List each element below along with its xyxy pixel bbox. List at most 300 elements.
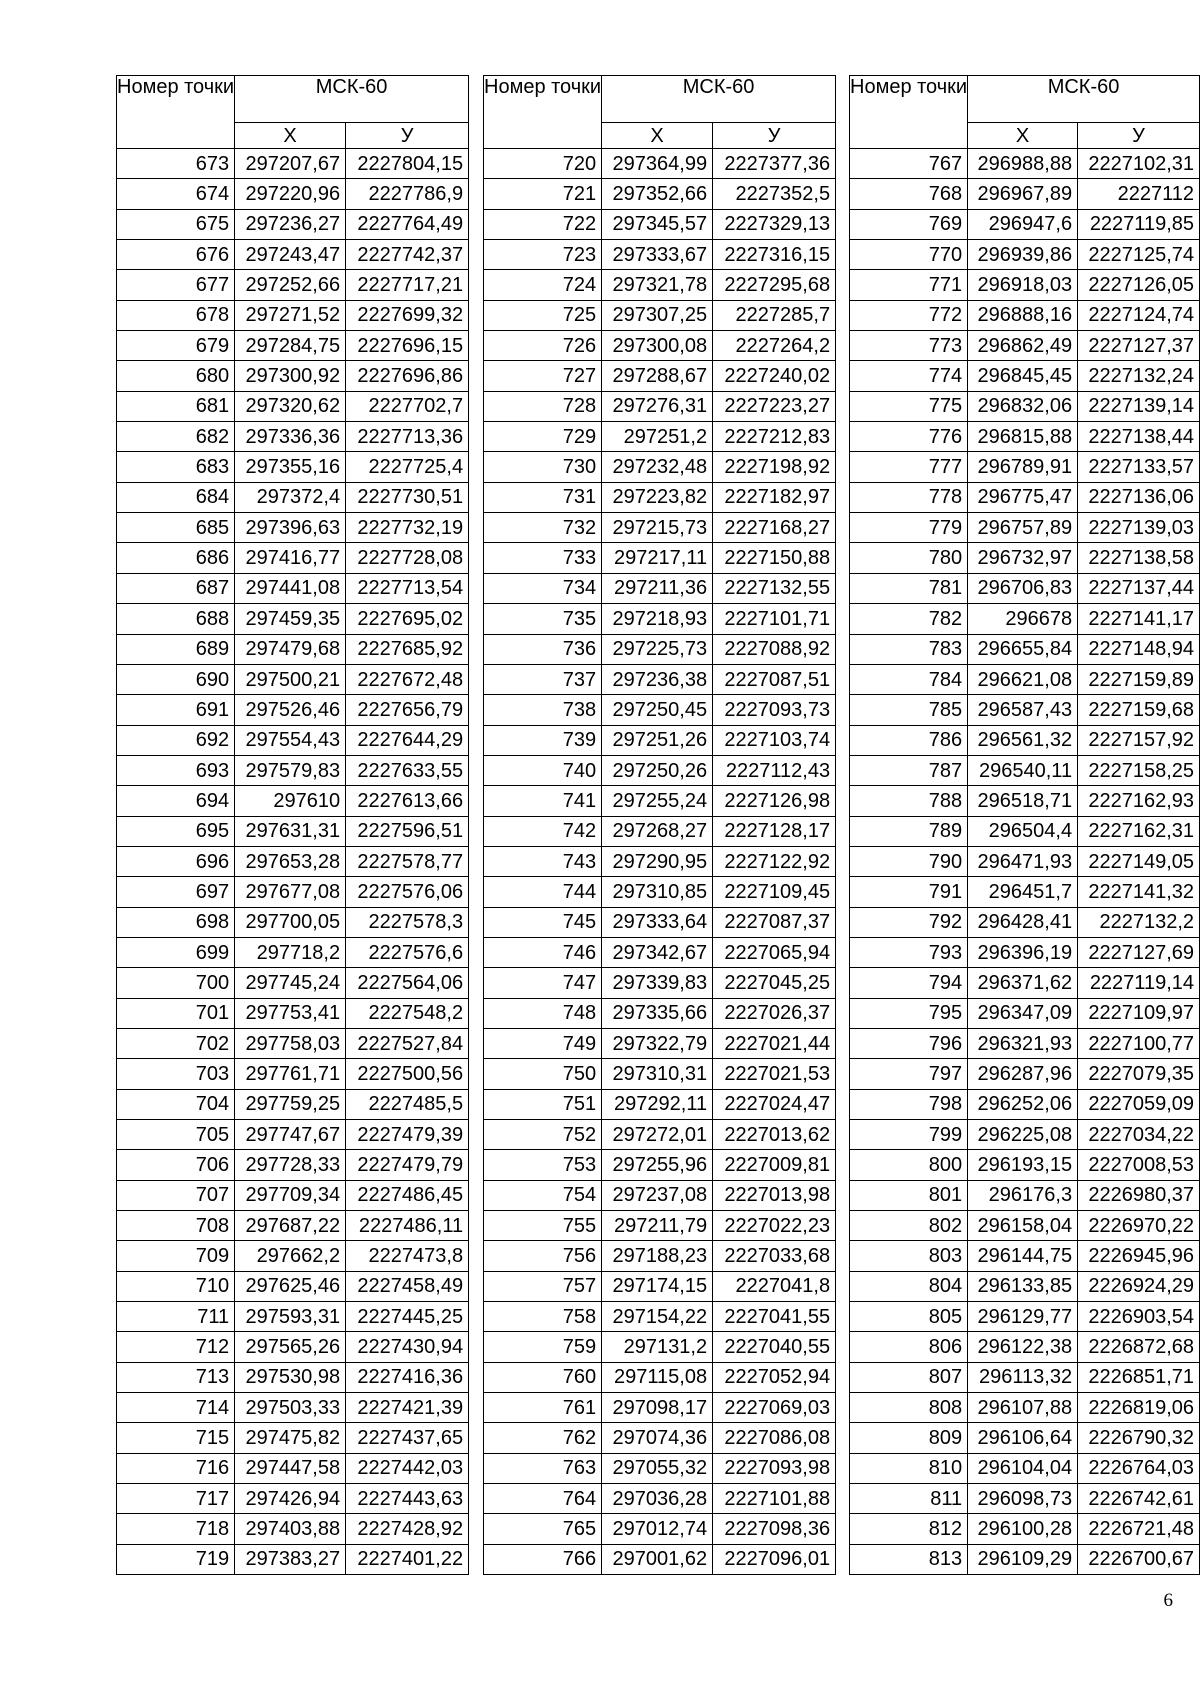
table-row bbox=[484, 998, 836, 1028]
table-row bbox=[484, 1544, 836, 1574]
point-number-cell: 716 bbox=[117, 1453, 235, 1483]
x-coordinate-cell: 297276,31 bbox=[602, 391, 713, 421]
x-coordinate-cell: 297250,45 bbox=[602, 695, 713, 725]
point-number-cell: 728 bbox=[484, 391, 602, 421]
table-row bbox=[850, 543, 1200, 573]
y-coordinate-cell: 2227713,54 bbox=[346, 573, 469, 603]
table-row bbox=[850, 179, 1200, 209]
table-row bbox=[484, 695, 836, 725]
x-coordinate-cell: 297403,88 bbox=[235, 1514, 346, 1544]
x-coordinate-cell: 297709,34 bbox=[235, 1180, 346, 1210]
table-row bbox=[850, 755, 1200, 785]
point-number-cell: 714 bbox=[117, 1393, 235, 1423]
x-coordinate-cell: 297625,46 bbox=[235, 1271, 346, 1301]
table-row bbox=[484, 1028, 836, 1058]
y-coordinate-cell: 2227699,32 bbox=[346, 300, 469, 330]
y-coordinate-cell: 2227485,5 bbox=[346, 1089, 469, 1119]
table-row bbox=[117, 1514, 469, 1544]
point-number-header: Номер точки bbox=[117, 76, 235, 149]
table-row bbox=[117, 968, 469, 998]
x-coordinate-cell: 296504,4 bbox=[968, 816, 1078, 846]
y-coordinate-cell: 2227093,73 bbox=[713, 695, 836, 725]
y-coordinate-cell: 2227126,05 bbox=[1078, 270, 1200, 300]
y-coordinate-cell: 2227102,31 bbox=[1078, 149, 1200, 179]
y-coordinate-cell: 2227157,92 bbox=[1078, 725, 1200, 755]
x-coordinate-cell: 297728,33 bbox=[235, 1150, 346, 1180]
table-row bbox=[850, 331, 1200, 361]
x-coordinate-cell: 297342,67 bbox=[602, 937, 713, 967]
y-coordinate-cell: 2227059,09 bbox=[1078, 1089, 1200, 1119]
point-number-cell: 688 bbox=[117, 604, 235, 634]
y-coordinate-cell: 2227329,13 bbox=[713, 209, 836, 239]
y-coordinate-cell: 2227109,97 bbox=[1078, 998, 1200, 1028]
y-coordinate-cell: 2227578,3 bbox=[346, 907, 469, 937]
point-number-cell: 695 bbox=[117, 816, 235, 846]
y-coordinate-cell: 2227486,45 bbox=[346, 1180, 469, 1210]
y-coordinate-cell: 2226742,61 bbox=[1078, 1484, 1200, 1514]
table-row bbox=[117, 300, 469, 330]
y-coordinate-cell: 2227109,45 bbox=[713, 877, 836, 907]
table-row bbox=[484, 846, 836, 876]
table-row bbox=[117, 1332, 469, 1362]
y-coordinate-cell: 2227421,39 bbox=[346, 1393, 469, 1423]
y-coordinate-cell: 2227132,55 bbox=[713, 573, 836, 603]
table-row bbox=[117, 482, 469, 512]
y-coordinate-cell: 2227125,74 bbox=[1078, 240, 1200, 270]
x-coordinate-cell: 296106,64 bbox=[968, 1423, 1078, 1453]
x-coordinate-cell: 296815,88 bbox=[968, 422, 1078, 452]
y-coordinate-cell: 2227026,37 bbox=[713, 998, 836, 1028]
x-coordinate-cell: 297115,08 bbox=[602, 1362, 713, 1392]
point-number-cell: 703 bbox=[117, 1059, 235, 1089]
point-number-cell: 720 bbox=[484, 149, 602, 179]
point-number-cell: 681 bbox=[117, 391, 235, 421]
y-coordinate-cell: 2227486,11 bbox=[346, 1211, 469, 1241]
point-number-cell: 698 bbox=[117, 907, 235, 937]
y-coordinate-cell: 2226945,96 bbox=[1078, 1241, 1200, 1271]
x-coordinate-cell: 297223,82 bbox=[602, 482, 713, 512]
table-row bbox=[117, 1241, 469, 1271]
x-coordinate-cell: 297718,2 bbox=[235, 937, 346, 967]
table-row bbox=[850, 604, 1200, 634]
point-number-cell: 684 bbox=[117, 482, 235, 512]
point-number-cell: 683 bbox=[117, 452, 235, 482]
point-number-cell: 707 bbox=[117, 1180, 235, 1210]
x-coordinate-cell: 296193,15 bbox=[968, 1150, 1078, 1180]
table-body bbox=[484, 149, 836, 1575]
point-number-cell: 724 bbox=[484, 270, 602, 300]
x-coordinate-cell: 297459,35 bbox=[235, 604, 346, 634]
x-coordinate-cell: 296621,08 bbox=[968, 664, 1078, 694]
table-row bbox=[850, 452, 1200, 482]
y-coordinate-cell: 2227087,51 bbox=[713, 664, 836, 694]
y-coordinate-cell: 2227141,32 bbox=[1078, 877, 1200, 907]
y-coordinate-cell: 2226721,48 bbox=[1078, 1514, 1200, 1544]
point-number-cell: 705 bbox=[117, 1120, 235, 1150]
x-coordinate-cell: 297372,4 bbox=[235, 482, 346, 512]
x-coordinate-cell: 297335,66 bbox=[602, 998, 713, 1028]
table-row bbox=[484, 725, 836, 755]
point-number-cell: 722 bbox=[484, 209, 602, 239]
point-number-cell: 800 bbox=[850, 1150, 968, 1180]
y-coordinate-cell: 2227137,44 bbox=[1078, 573, 1200, 603]
x-coordinate-cell: 297355,16 bbox=[235, 452, 346, 482]
table-row bbox=[850, 998, 1200, 1028]
point-number-cell: 731 bbox=[484, 482, 602, 512]
x-coordinate-cell: 296471,93 bbox=[968, 846, 1078, 876]
y-coordinate-cell: 2227159,89 bbox=[1078, 664, 1200, 694]
y-coordinate-cell: 2227098,36 bbox=[713, 1514, 836, 1544]
point-number-cell: 748 bbox=[484, 998, 602, 1028]
y-coordinate-cell: 2227079,35 bbox=[1078, 1059, 1200, 1089]
table-row bbox=[484, 1514, 836, 1544]
point-number-cell: 774 bbox=[850, 361, 968, 391]
point-number-cell: 790 bbox=[850, 846, 968, 876]
x-coordinate-cell: 297055,32 bbox=[602, 1453, 713, 1483]
y-coordinate-cell: 2227086,08 bbox=[713, 1423, 836, 1453]
y-coordinate-cell: 2227730,51 bbox=[346, 482, 469, 512]
table-row bbox=[484, 573, 836, 603]
x-coordinate-cell: 297753,41 bbox=[235, 998, 346, 1028]
x-coordinate-cell: 297255,24 bbox=[602, 786, 713, 816]
x-coordinate-cell: 297579,83 bbox=[235, 755, 346, 785]
point-number-cell: 809 bbox=[850, 1423, 968, 1453]
table-row bbox=[484, 1362, 836, 1392]
table-row bbox=[484, 452, 836, 482]
point-number-cell: 786 bbox=[850, 725, 968, 755]
x-coordinate-cell: 297475,82 bbox=[235, 1423, 346, 1453]
x-coordinate-cell: 296133,85 bbox=[968, 1271, 1078, 1301]
y-coordinate-cell: 2227069,03 bbox=[713, 1393, 836, 1423]
y-coordinate-cell: 2227742,37 bbox=[346, 240, 469, 270]
point-number-cell: 700 bbox=[117, 968, 235, 998]
x-coordinate-cell: 297251,26 bbox=[602, 725, 713, 755]
table-row bbox=[484, 270, 836, 300]
point-number-cell: 742 bbox=[484, 816, 602, 846]
x-coordinate-cell: 297396,63 bbox=[235, 513, 346, 543]
x-coordinate-cell: 296107,88 bbox=[968, 1393, 1078, 1423]
x-coordinate-cell: 296144,75 bbox=[968, 1241, 1078, 1271]
y-coordinate-cell: 2227377,36 bbox=[713, 149, 836, 179]
point-number-cell: 777 bbox=[850, 452, 968, 482]
coordinate-system-header: МСК-60 bbox=[235, 76, 469, 123]
point-number-cell: 759 bbox=[484, 1332, 602, 1362]
y-coordinate-cell: 2227352,5 bbox=[713, 179, 836, 209]
table-row bbox=[850, 361, 1200, 391]
y-coordinate-cell: 2227112 bbox=[1078, 179, 1200, 209]
x-coordinate-cell: 297188,23 bbox=[602, 1241, 713, 1271]
x-coordinate-cell: 296113,32 bbox=[968, 1362, 1078, 1392]
coordinate-table-1 bbox=[116, 75, 469, 1575]
y-coordinate-cell: 2227564,06 bbox=[346, 968, 469, 998]
point-number-cell: 702 bbox=[117, 1028, 235, 1058]
point-number-cell: 755 bbox=[484, 1211, 602, 1241]
y-coordinate-cell: 2227548,2 bbox=[346, 998, 469, 1028]
point-number-cell: 802 bbox=[850, 1211, 968, 1241]
y-coordinate-cell: 2227141,17 bbox=[1078, 604, 1200, 634]
point-number-cell: 792 bbox=[850, 907, 968, 937]
x-coordinate-cell: 296098,73 bbox=[968, 1484, 1078, 1514]
y-coordinate-cell: 2227158,25 bbox=[1078, 755, 1200, 785]
point-number-cell: 776 bbox=[850, 422, 968, 452]
table-row bbox=[850, 422, 1200, 452]
y-coordinate-cell: 2227013,62 bbox=[713, 1120, 836, 1150]
x-coordinate-cell: 296122,38 bbox=[968, 1332, 1078, 1362]
table-row bbox=[850, 1514, 1200, 1544]
table-row bbox=[484, 1484, 836, 1514]
x-coordinate-cell: 297288,67 bbox=[602, 361, 713, 391]
table-row bbox=[117, 664, 469, 694]
y-coordinate-cell: 2227022,23 bbox=[713, 1211, 836, 1241]
point-number-cell: 787 bbox=[850, 755, 968, 785]
point-number-cell: 713 bbox=[117, 1362, 235, 1392]
point-number-cell: 805 bbox=[850, 1302, 968, 1332]
x-coordinate-cell: 297310,31 bbox=[602, 1059, 713, 1089]
y-coordinate-cell: 2227428,92 bbox=[346, 1514, 469, 1544]
x-coordinate-cell: 296845,45 bbox=[968, 361, 1078, 391]
point-number-cell: 793 bbox=[850, 937, 968, 967]
x-column-header: X bbox=[968, 123, 1078, 149]
y-coordinate-cell: 2227052,94 bbox=[713, 1362, 836, 1392]
coordinate-system-header: МСК-60 bbox=[602, 76, 836, 123]
point-number-cell: 801 bbox=[850, 1180, 968, 1210]
x-coordinate-cell: 296918,03 bbox=[968, 270, 1078, 300]
y-coordinate-cell: 2227136,06 bbox=[1078, 482, 1200, 512]
x-coordinate-cell: 297320,62 bbox=[235, 391, 346, 421]
y-coordinate-cell: 2227045,25 bbox=[713, 968, 836, 998]
x-coordinate-cell: 297236,27 bbox=[235, 209, 346, 239]
point-number-cell: 744 bbox=[484, 877, 602, 907]
y-coordinate-cell: 2226980,37 bbox=[1078, 1180, 1200, 1210]
table-row bbox=[850, 300, 1200, 330]
table-row bbox=[117, 1211, 469, 1241]
x-coordinate-cell: 297154,22 bbox=[602, 1302, 713, 1332]
table-row bbox=[484, 1302, 836, 1332]
table-row bbox=[850, 1028, 1200, 1058]
table-row bbox=[484, 179, 836, 209]
y-coordinate-cell: 2227223,27 bbox=[713, 391, 836, 421]
table-row bbox=[850, 482, 1200, 512]
point-number-cell: 682 bbox=[117, 422, 235, 452]
y-coordinate-cell: 2227437,65 bbox=[346, 1423, 469, 1453]
point-number-cell: 694 bbox=[117, 786, 235, 816]
table-row bbox=[850, 1302, 1200, 1332]
y-column-header: У bbox=[1078, 123, 1200, 149]
table-row bbox=[850, 1393, 1200, 1423]
table-row bbox=[484, 1332, 836, 1362]
point-number-cell: 715 bbox=[117, 1423, 235, 1453]
y-column-header: У bbox=[346, 123, 469, 149]
y-coordinate-cell: 2227702,7 bbox=[346, 391, 469, 421]
table-row bbox=[484, 907, 836, 937]
x-coordinate-cell: 297174,15 bbox=[602, 1271, 713, 1301]
y-coordinate-cell: 2227527,84 bbox=[346, 1028, 469, 1058]
x-coordinate-cell: 296655,84 bbox=[968, 634, 1078, 664]
point-number-cell: 711 bbox=[117, 1302, 235, 1332]
y-coordinate-cell: 2227124,74 bbox=[1078, 300, 1200, 330]
point-number-cell: 794 bbox=[850, 968, 968, 998]
coordinate-system-header: МСК-60 bbox=[968, 76, 1200, 123]
point-number-cell: 771 bbox=[850, 270, 968, 300]
y-coordinate-cell: 2227430,94 bbox=[346, 1332, 469, 1362]
y-coordinate-cell: 2227295,68 bbox=[713, 270, 836, 300]
point-number-cell: 789 bbox=[850, 816, 968, 846]
y-coordinate-cell: 2227458,49 bbox=[346, 1271, 469, 1301]
point-number-cell: 791 bbox=[850, 877, 968, 907]
y-coordinate-cell: 2227264,2 bbox=[713, 331, 836, 361]
y-coordinate-cell: 2227168,27 bbox=[713, 513, 836, 543]
y-coordinate-cell: 2227013,98 bbox=[713, 1180, 836, 1210]
point-number-cell: 751 bbox=[484, 1089, 602, 1119]
y-coordinate-cell: 2227093,98 bbox=[713, 1453, 836, 1483]
x-coordinate-cell: 296587,43 bbox=[968, 695, 1078, 725]
table-row bbox=[484, 755, 836, 785]
table-row bbox=[850, 1089, 1200, 1119]
point-number-cell: 808 bbox=[850, 1393, 968, 1423]
x-coordinate-cell: 296862,49 bbox=[968, 331, 1078, 361]
x-coordinate-cell: 297352,66 bbox=[602, 179, 713, 209]
x-coordinate-cell: 296129,77 bbox=[968, 1302, 1078, 1332]
x-coordinate-cell: 296158,04 bbox=[968, 1211, 1078, 1241]
point-number-cell: 691 bbox=[117, 695, 235, 725]
y-coordinate-cell: 2227133,57 bbox=[1078, 452, 1200, 482]
y-coordinate-cell: 2226700,67 bbox=[1078, 1544, 1200, 1574]
table-row bbox=[117, 998, 469, 1028]
point-number-cell: 706 bbox=[117, 1150, 235, 1180]
x-coordinate-cell: 296988,88 bbox=[968, 149, 1078, 179]
y-coordinate-cell: 2227008,53 bbox=[1078, 1150, 1200, 1180]
x-coordinate-cell: 297336,36 bbox=[235, 422, 346, 452]
point-number-cell: 745 bbox=[484, 907, 602, 937]
y-coordinate-cell: 2227576,06 bbox=[346, 877, 469, 907]
x-coordinate-cell: 296104,04 bbox=[968, 1453, 1078, 1483]
y-coordinate-cell: 2227159,68 bbox=[1078, 695, 1200, 725]
table-row bbox=[484, 391, 836, 421]
point-number-cell: 768 bbox=[850, 179, 968, 209]
x-coordinate-cell: 297758,03 bbox=[235, 1028, 346, 1058]
x-coordinate-cell: 297292,11 bbox=[602, 1089, 713, 1119]
x-coordinate-cell: 297237,08 bbox=[602, 1180, 713, 1210]
point-number-cell: 770 bbox=[850, 240, 968, 270]
x-coordinate-cell: 296321,93 bbox=[968, 1028, 1078, 1058]
x-coordinate-cell: 297593,31 bbox=[235, 1302, 346, 1332]
table-row bbox=[117, 209, 469, 239]
x-coordinate-cell: 296561,32 bbox=[968, 725, 1078, 755]
x-coordinate-cell: 297268,27 bbox=[602, 816, 713, 846]
table-row bbox=[850, 209, 1200, 239]
table-row bbox=[117, 1393, 469, 1423]
table-row bbox=[850, 270, 1200, 300]
point-number-cell: 677 bbox=[117, 270, 235, 300]
point-number-cell: 747 bbox=[484, 968, 602, 998]
point-number-cell: 693 bbox=[117, 755, 235, 785]
x-coordinate-cell: 297426,94 bbox=[235, 1484, 346, 1514]
x-coordinate-cell: 297001,62 bbox=[602, 1544, 713, 1574]
point-number-cell: 778 bbox=[850, 482, 968, 512]
y-coordinate-cell: 2227096,01 bbox=[713, 1544, 836, 1574]
x-coordinate-cell: 297416,77 bbox=[235, 543, 346, 573]
y-coordinate-cell: 2227009,81 bbox=[713, 1150, 836, 1180]
x-coordinate-cell: 296100,28 bbox=[968, 1514, 1078, 1544]
y-coordinate-cell: 2227644,29 bbox=[346, 725, 469, 755]
point-number-cell: 727 bbox=[484, 361, 602, 391]
point-number-cell: 757 bbox=[484, 1271, 602, 1301]
x-coordinate-cell: 296371,62 bbox=[968, 968, 1078, 998]
x-coordinate-cell: 297255,96 bbox=[602, 1150, 713, 1180]
point-number-cell: 758 bbox=[484, 1302, 602, 1332]
y-coordinate-cell: 2227613,66 bbox=[346, 786, 469, 816]
table-row bbox=[850, 846, 1200, 876]
table-row bbox=[850, 1059, 1200, 1089]
point-number-cell: 769 bbox=[850, 209, 968, 239]
y-coordinate-cell: 2227442,03 bbox=[346, 1453, 469, 1483]
point-number-cell: 811 bbox=[850, 1484, 968, 1514]
x-coordinate-cell: 297345,57 bbox=[602, 209, 713, 239]
point-number-cell: 673 bbox=[117, 149, 235, 179]
point-number-cell: 678 bbox=[117, 300, 235, 330]
point-number-cell: 752 bbox=[484, 1120, 602, 1150]
table-row bbox=[117, 422, 469, 452]
table-row bbox=[117, 1059, 469, 1089]
y-coordinate-cell: 2226970,22 bbox=[1078, 1211, 1200, 1241]
point-number-cell: 813 bbox=[850, 1544, 968, 1574]
table-row bbox=[117, 240, 469, 270]
point-number-cell: 765 bbox=[484, 1514, 602, 1544]
table-row bbox=[117, 513, 469, 543]
x-coordinate-cell: 297251,2 bbox=[602, 422, 713, 452]
table-row bbox=[117, 543, 469, 573]
x-column-header: X bbox=[235, 123, 346, 149]
y-coordinate-cell: 2227656,79 bbox=[346, 695, 469, 725]
point-number-cell: 737 bbox=[484, 664, 602, 694]
x-coordinate-cell: 297290,95 bbox=[602, 846, 713, 876]
table-row bbox=[117, 846, 469, 876]
y-coordinate-cell: 2227717,21 bbox=[346, 270, 469, 300]
x-coordinate-cell: 297232,48 bbox=[602, 452, 713, 482]
y-coordinate-cell: 2227149,05 bbox=[1078, 846, 1200, 876]
x-coordinate-cell: 297250,26 bbox=[602, 755, 713, 785]
y-coordinate-cell: 2227132,2 bbox=[1078, 907, 1200, 937]
x-coordinate-cell: 297500,21 bbox=[235, 664, 346, 694]
x-coordinate-cell: 296947,6 bbox=[968, 209, 1078, 239]
table-row bbox=[850, 816, 1200, 846]
table-row bbox=[484, 1150, 836, 1180]
y-coordinate-cell: 2227119,85 bbox=[1078, 209, 1200, 239]
point-number-cell: 754 bbox=[484, 1180, 602, 1210]
y-coordinate-cell: 2227088,92 bbox=[713, 634, 836, 664]
table-row bbox=[850, 1180, 1200, 1210]
point-number-cell: 704 bbox=[117, 1089, 235, 1119]
x-coordinate-cell: 296789,91 bbox=[968, 452, 1078, 482]
table-row bbox=[117, 907, 469, 937]
x-coordinate-cell: 297631,31 bbox=[235, 816, 346, 846]
point-number-cell: 810 bbox=[850, 1453, 968, 1483]
y-coordinate-cell: 2227112,43 bbox=[713, 755, 836, 785]
x-coordinate-cell: 297321,78 bbox=[602, 270, 713, 300]
point-number-header: Номер точки bbox=[850, 76, 968, 149]
y-column-header: У bbox=[713, 123, 836, 149]
x-coordinate-cell: 297761,71 bbox=[235, 1059, 346, 1089]
y-coordinate-cell: 2226851,71 bbox=[1078, 1362, 1200, 1392]
point-number-cell: 725 bbox=[484, 300, 602, 330]
table-row bbox=[117, 816, 469, 846]
table-row bbox=[117, 270, 469, 300]
table-row bbox=[484, 361, 836, 391]
x-coordinate-cell: 297441,08 bbox=[235, 573, 346, 603]
table-row bbox=[850, 391, 1200, 421]
point-number-cell: 799 bbox=[850, 1120, 968, 1150]
y-coordinate-cell: 2227024,47 bbox=[713, 1089, 836, 1119]
